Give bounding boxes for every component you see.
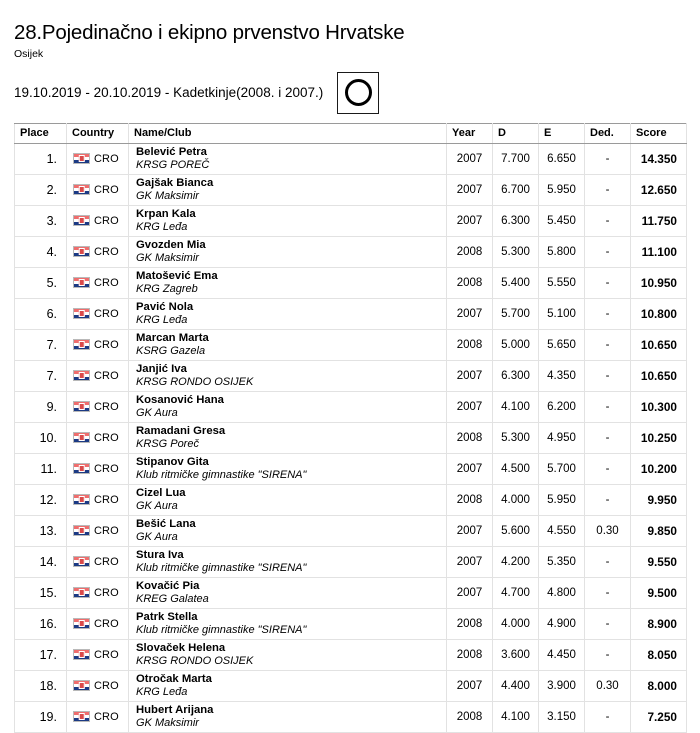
- table-header: [15, 123, 687, 143]
- cell-total-score: 9.550: [631, 546, 687, 577]
- cell-place: 7.: [15, 329, 67, 360]
- cell-total-score: 9.950: [631, 484, 687, 515]
- cell-place: 11.: [15, 453, 67, 484]
- cell-country: [67, 670, 129, 701]
- table-row: [15, 236, 687, 267]
- athlete-name: Stura Iva: [136, 548, 184, 561]
- table-row: [15, 546, 687, 577]
- table-row: [15, 422, 687, 453]
- cell-d-score: 5.300: [493, 422, 539, 453]
- cell-country: [67, 608, 129, 639]
- cell-total-score: 10.650: [631, 329, 687, 360]
- cell-total-score: 10.800: [631, 298, 687, 329]
- cell-e-score: 4.350: [539, 360, 585, 391]
- cell-total-score: 10.300: [631, 391, 687, 422]
- cell-total-score: 10.650: [631, 360, 687, 391]
- croatia-flag-icon: [73, 401, 90, 412]
- country-code: CRO: [94, 493, 119, 506]
- cell-d-score: 6.300: [493, 205, 539, 236]
- cell-name-club: [129, 608, 447, 639]
- croatia-flag-icon: [73, 587, 90, 598]
- croatia-flag-icon: [73, 494, 90, 505]
- competition-header: [14, 0, 686, 113]
- cell-total-score: 8.000: [631, 670, 687, 701]
- table-row: [15, 267, 687, 298]
- cell-deduction: -: [585, 360, 631, 391]
- cell-d-score: 5.300: [493, 236, 539, 267]
- cell-name-club: [129, 453, 447, 484]
- cell-place: 18.: [15, 670, 67, 701]
- club-name: Klub ritmičke gimnastike "SIRENA": [136, 562, 307, 575]
- cell-year: 2007: [447, 670, 493, 701]
- column-header-e: E: [539, 123, 585, 143]
- cell-deduction: 0.30: [585, 515, 631, 546]
- cell-name-club: [129, 546, 447, 577]
- cell-d-score: 4.100: [493, 391, 539, 422]
- table-header-row: [15, 123, 687, 143]
- table-row: [15, 329, 687, 360]
- athlete-name: Ramadani Gresa: [136, 424, 226, 437]
- cell-name-club: [129, 329, 447, 360]
- cell-d-score: 5.700: [493, 298, 539, 329]
- cell-e-score: 4.550: [539, 515, 585, 546]
- table-row: [15, 360, 687, 391]
- cell-year: 2008: [447, 329, 493, 360]
- cell-place: 7.: [15, 360, 67, 391]
- cell-e-score: 5.350: [539, 546, 585, 577]
- cell-place: 13.: [15, 515, 67, 546]
- cell-country: [67, 484, 129, 515]
- competition-dates-category: 19.10.2019 - 20.10.2019 - Kadetkinje(2008. i 2007.): [14, 85, 324, 101]
- croatia-flag-icon: [73, 680, 90, 691]
- column-header-place: Place: [15, 123, 67, 143]
- country-code: CRO: [94, 586, 119, 599]
- table-row: [15, 143, 687, 174]
- cell-deduction: -: [585, 236, 631, 267]
- cell-name-club: [129, 360, 447, 391]
- athlete-name: Krpan Kala: [136, 207, 196, 220]
- cell-e-score: 5.800: [539, 236, 585, 267]
- cell-year: 2008: [447, 422, 493, 453]
- table-row: [15, 205, 687, 236]
- cell-e-score: 3.150: [539, 701, 585, 732]
- cell-d-score: 4.000: [493, 484, 539, 515]
- croatia-flag-icon: [73, 525, 90, 536]
- cell-e-score: 4.900: [539, 608, 585, 639]
- cell-name-club: [129, 267, 447, 298]
- club-name: GK Maksimir: [136, 252, 199, 265]
- table-row: [15, 670, 687, 701]
- cell-e-score: 5.100: [539, 298, 585, 329]
- cell-deduction: -: [585, 484, 631, 515]
- cell-d-score: 4.700: [493, 577, 539, 608]
- club-name: GK Aura: [136, 407, 178, 420]
- cell-total-score: 11.100: [631, 236, 687, 267]
- cell-d-score: 4.100: [493, 701, 539, 732]
- table-row: [15, 701, 687, 732]
- cell-year: 2007: [447, 205, 493, 236]
- cell-total-score: 10.950: [631, 267, 687, 298]
- cell-e-score: 3.900: [539, 670, 585, 701]
- athlete-name: Pavić Nola: [136, 300, 194, 313]
- cell-year: 2008: [447, 267, 493, 298]
- cell-e-score: 5.950: [539, 484, 585, 515]
- cell-name-club: [129, 515, 447, 546]
- table-row: [15, 577, 687, 608]
- croatia-flag-icon: [73, 277, 90, 288]
- country-code: CRO: [94, 307, 119, 320]
- table-row: [15, 639, 687, 670]
- country-code: CRO: [94, 679, 119, 692]
- column-header-d: D: [493, 123, 539, 143]
- table-row: [15, 298, 687, 329]
- athlete-name: Otročak Marta: [136, 672, 212, 685]
- cell-country: [67, 577, 129, 608]
- athlete-name: Hubert Arijana: [136, 703, 214, 716]
- club-name: KRG Leđa: [136, 686, 188, 699]
- croatia-flag-icon: [73, 370, 90, 381]
- cell-deduction: -: [585, 639, 631, 670]
- cell-d-score: 4.400: [493, 670, 539, 701]
- cell-e-score: 4.800: [539, 577, 585, 608]
- cell-year: 2007: [447, 360, 493, 391]
- cell-name-club: [129, 236, 447, 267]
- croatia-flag-icon: [73, 215, 90, 226]
- cell-name-club: [129, 174, 447, 205]
- cell-country: [67, 298, 129, 329]
- croatia-flag-icon: [73, 556, 90, 567]
- column-header-ded: Ded.: [585, 123, 631, 143]
- country-code: CRO: [94, 617, 119, 630]
- cell-country: [67, 391, 129, 422]
- athlete-name: Matošević Ema: [136, 269, 218, 282]
- cell-d-score: 5.400: [493, 267, 539, 298]
- cell-name-club: [129, 639, 447, 670]
- athlete-name: Gvozden Mia: [136, 238, 206, 251]
- club-name: KRSG RONDO OSIJEK: [136, 376, 254, 389]
- cell-e-score: 5.650: [539, 329, 585, 360]
- cell-d-score: 7.700: [493, 143, 539, 174]
- hoop-ring-icon: [345, 79, 372, 106]
- cell-place: 2.: [15, 174, 67, 205]
- cell-d-score: 3.600: [493, 639, 539, 670]
- club-name: KSRG Gazela: [136, 345, 206, 358]
- country-code: CRO: [94, 400, 119, 413]
- club-name: KRG Zagreb: [136, 283, 198, 296]
- cell-total-score: 8.900: [631, 608, 687, 639]
- column-header-score: Score: [631, 123, 687, 143]
- cell-e-score: 6.200: [539, 391, 585, 422]
- table-row: [15, 174, 687, 205]
- country-code: CRO: [94, 245, 119, 258]
- athlete-name: Stipanov Gita: [136, 455, 209, 468]
- cell-total-score: 10.200: [631, 453, 687, 484]
- club-name: KRSG Poreč: [136, 438, 199, 451]
- cell-e-score: 4.450: [539, 639, 585, 670]
- cell-country: [67, 174, 129, 205]
- cell-country: [67, 422, 129, 453]
- cell-e-score: 4.950: [539, 422, 585, 453]
- cell-deduction: -: [585, 391, 631, 422]
- athlete-name: Marcan Marta: [136, 331, 209, 344]
- cell-deduction: -: [585, 143, 631, 174]
- page-title: 28.Pojedinačno i ekipno prvenstvo Hrvatske: [14, 21, 405, 44]
- cell-year: 2007: [447, 174, 493, 205]
- cell-name-club: [129, 484, 447, 515]
- club-name: GK Maksimir: [136, 190, 199, 203]
- croatia-flag-icon: [73, 649, 90, 660]
- table-row: [15, 453, 687, 484]
- cell-name-club: [129, 577, 447, 608]
- cell-deduction: -: [585, 329, 631, 360]
- cell-name-club: [129, 298, 447, 329]
- cell-e-score: 5.450: [539, 205, 585, 236]
- cell-place: 16.: [15, 608, 67, 639]
- cell-deduction: -: [585, 701, 631, 732]
- table-row: [15, 608, 687, 639]
- croatia-flag-icon: [73, 184, 90, 195]
- table-row: [15, 484, 687, 515]
- cell-year: 2007: [447, 546, 493, 577]
- cell-deduction: -: [585, 577, 631, 608]
- cell-d-score: 6.300: [493, 360, 539, 391]
- cell-country: [67, 205, 129, 236]
- croatia-flag-icon: [73, 432, 90, 443]
- cell-year: 2008: [447, 701, 493, 732]
- croatia-flag-icon: [73, 308, 90, 319]
- athlete-name: Patrk Stella: [136, 610, 198, 623]
- cell-place: 12.: [15, 484, 67, 515]
- column-header-name-club: Name/Club: [129, 123, 447, 143]
- cell-d-score: 4.000: [493, 608, 539, 639]
- athlete-name: Belević Petra: [136, 145, 207, 158]
- country-code: CRO: [94, 214, 119, 227]
- cell-total-score: 11.750: [631, 205, 687, 236]
- cell-total-score: 14.350: [631, 143, 687, 174]
- table-row: [15, 515, 687, 546]
- cell-country: [67, 143, 129, 174]
- cell-year: 2007: [447, 453, 493, 484]
- croatia-flag-icon: [73, 711, 90, 722]
- cell-place: 6.: [15, 298, 67, 329]
- club-name: Klub ritmičke gimnastike "SIRENA": [136, 624, 307, 637]
- column-header-year: Year: [447, 123, 493, 143]
- cell-country: [67, 453, 129, 484]
- cell-year: 2007: [447, 391, 493, 422]
- cell-place: 17.: [15, 639, 67, 670]
- croatia-flag-icon: [73, 153, 90, 164]
- athlete-name: Cizel Lua: [136, 486, 186, 499]
- country-code: CRO: [94, 710, 119, 723]
- club-name: KRSG POREČ: [136, 159, 210, 172]
- cell-deduction: -: [585, 298, 631, 329]
- cell-year: 2008: [447, 639, 493, 670]
- cell-year: 2007: [447, 577, 493, 608]
- cell-e-score: 5.550: [539, 267, 585, 298]
- cell-country: [67, 360, 129, 391]
- cell-country: [67, 639, 129, 670]
- cell-country: [67, 701, 129, 732]
- cell-deduction: -: [585, 205, 631, 236]
- cell-deduction: -: [585, 608, 631, 639]
- athlete-name: Kovačić Pia: [136, 579, 200, 592]
- club-name: KRG Leđa: [136, 314, 188, 327]
- cell-name-club: [129, 701, 447, 732]
- country-code: CRO: [94, 276, 119, 289]
- cell-place: 15.: [15, 577, 67, 608]
- athlete-name: Gajšak Bianca: [136, 176, 214, 189]
- competition-city: Osijek: [14, 47, 44, 60]
- cell-d-score: 5.000: [493, 329, 539, 360]
- athlete-name: Bešić Lana: [136, 517, 196, 530]
- cell-total-score: 8.050: [631, 639, 687, 670]
- cell-deduction: -: [585, 453, 631, 484]
- cell-place: 3.: [15, 205, 67, 236]
- cell-country: [67, 515, 129, 546]
- results-table: [14, 123, 687, 733]
- cell-deduction: -: [585, 546, 631, 577]
- apparatus-box: [337, 72, 379, 114]
- cell-e-score: 5.700: [539, 453, 585, 484]
- cell-name-club: [129, 391, 447, 422]
- cell-country: [67, 329, 129, 360]
- country-code: CRO: [94, 338, 119, 351]
- croatia-flag-icon: [73, 618, 90, 629]
- cell-deduction: -: [585, 267, 631, 298]
- column-header-country: Country: [67, 123, 129, 143]
- cell-country: [67, 236, 129, 267]
- cell-year: 2008: [447, 608, 493, 639]
- country-code: CRO: [94, 183, 119, 196]
- cell-e-score: 5.950: [539, 174, 585, 205]
- cell-place: 1.: [15, 143, 67, 174]
- cell-e-score: 6.650: [539, 143, 585, 174]
- cell-place: 14.: [15, 546, 67, 577]
- country-code: CRO: [94, 462, 119, 475]
- club-name: KRSG RONDO OSIJEK: [136, 655, 254, 668]
- cell-year: 2008: [447, 484, 493, 515]
- table-body: [15, 143, 687, 732]
- cell-d-score: 4.500: [493, 453, 539, 484]
- competition-dates-row: [14, 73, 686, 113]
- cell-total-score: 9.850: [631, 515, 687, 546]
- club-name: Klub ritmičke gimnastike "SIRENA": [136, 469, 307, 482]
- cell-year: 2008: [447, 236, 493, 267]
- country-code: CRO: [94, 555, 119, 568]
- cell-total-score: 12.650: [631, 174, 687, 205]
- cell-d-score: 4.200: [493, 546, 539, 577]
- cell-total-score: 10.250: [631, 422, 687, 453]
- cell-name-club: [129, 205, 447, 236]
- cell-deduction: -: [585, 422, 631, 453]
- country-code: CRO: [94, 431, 119, 444]
- cell-total-score: 7.250: [631, 701, 687, 732]
- cell-deduction: 0.30: [585, 670, 631, 701]
- cell-place: 10.: [15, 422, 67, 453]
- croatia-flag-icon: [73, 339, 90, 350]
- table-row: [15, 391, 687, 422]
- club-name: GK Maksimir: [136, 717, 199, 730]
- cell-d-score: 5.600: [493, 515, 539, 546]
- cell-name-club: [129, 143, 447, 174]
- cell-country: [67, 546, 129, 577]
- cell-year: 2007: [447, 143, 493, 174]
- cell-name-club: [129, 670, 447, 701]
- athlete-name: Slovaček Helena: [136, 641, 226, 654]
- cell-year: 2007: [447, 515, 493, 546]
- club-name: KREG Galatea: [136, 593, 209, 606]
- cell-place: 19.: [15, 701, 67, 732]
- club-name: GK Aura: [136, 500, 178, 513]
- cell-total-score: 9.500: [631, 577, 687, 608]
- club-name: KRG Leđa: [136, 221, 188, 234]
- country-code: CRO: [94, 524, 119, 537]
- athlete-name: Janjić Iva: [136, 362, 187, 375]
- cell-place: 9.: [15, 391, 67, 422]
- country-code: CRO: [94, 152, 119, 165]
- athlete-name: Kosanović Hana: [136, 393, 224, 406]
- cell-deduction: -: [585, 174, 631, 205]
- country-code: CRO: [94, 369, 119, 382]
- cell-d-score: 6.700: [493, 174, 539, 205]
- cell-place: 4.: [15, 236, 67, 267]
- cell-country: [67, 267, 129, 298]
- croatia-flag-icon: [73, 246, 90, 257]
- cell-year: 2007: [447, 298, 493, 329]
- club-name: GK Aura: [136, 531, 178, 544]
- country-code: CRO: [94, 648, 119, 661]
- cell-place: 5.: [15, 267, 67, 298]
- cell-name-club: [129, 422, 447, 453]
- croatia-flag-icon: [73, 463, 90, 474]
